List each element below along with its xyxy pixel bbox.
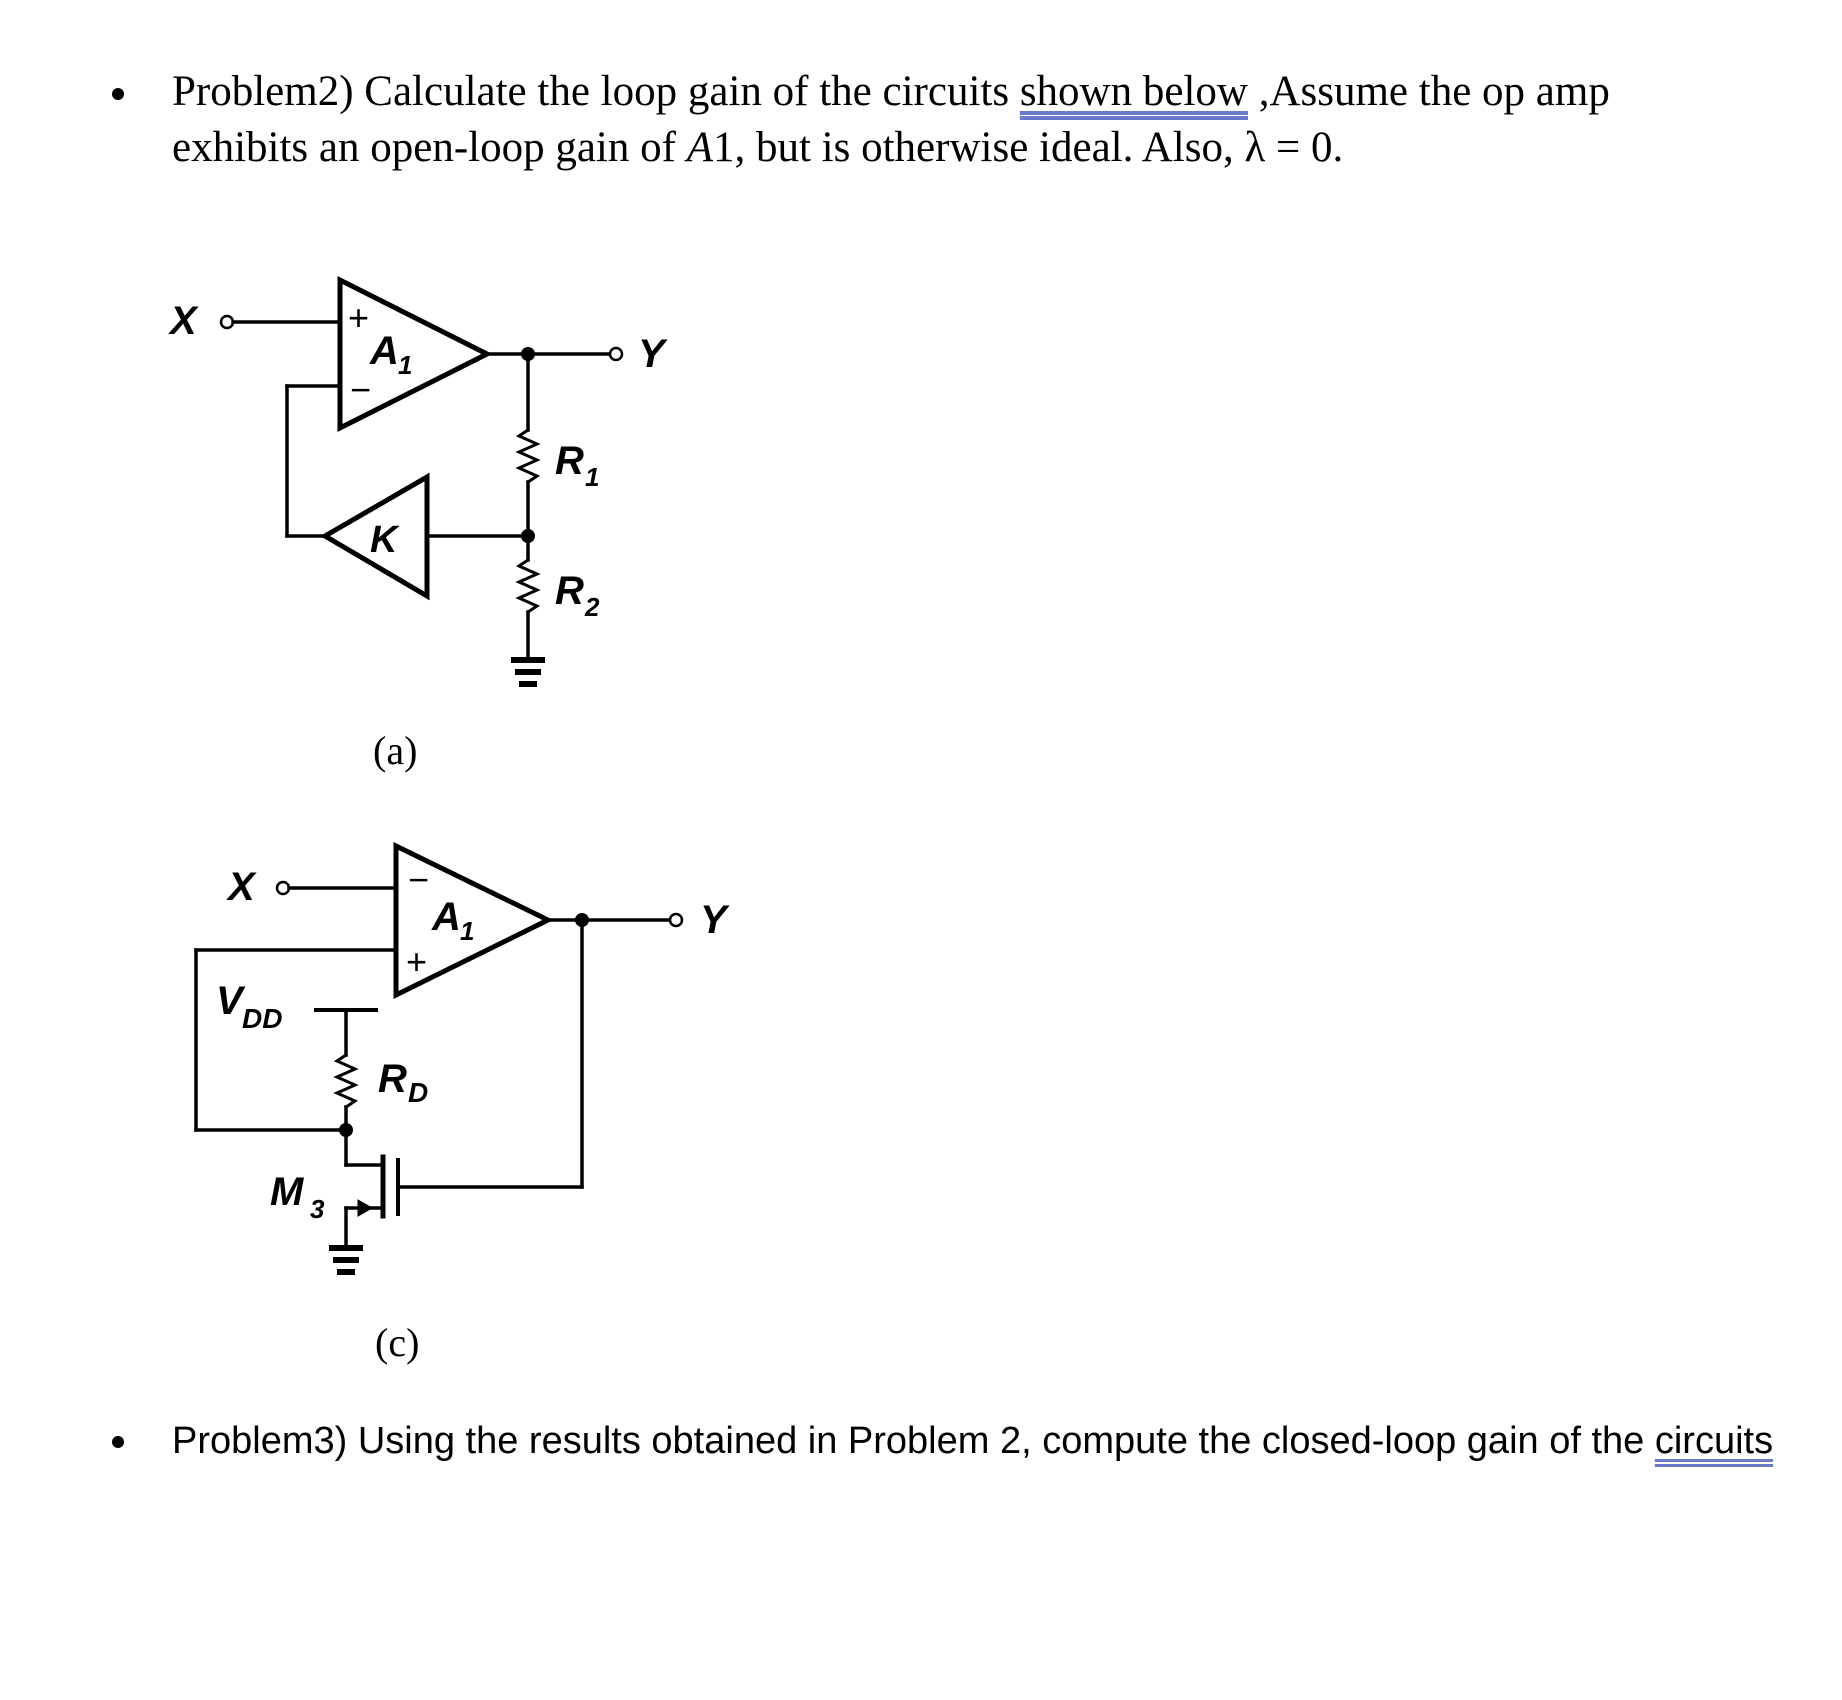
circuit-c-caption: (c) [375, 1320, 420, 1365]
circuit-a-r2-label: R [555, 569, 584, 613]
circuit-a-r1-label: R [555, 439, 584, 483]
circuit-a-amp-sub: 1 [398, 350, 413, 380]
circuit-a-r1-sub: 1 [585, 462, 600, 492]
problem2-prefix: Problem2) Calculate the loop gain of the circuits [172, 68, 1020, 115]
circuit-a-input-label: X [170, 299, 197, 343]
circuit-c-rd-sub: D [408, 1077, 429, 1108]
circuit-a-output-label: Y [638, 332, 665, 376]
bullet-problem3 [112, 1436, 124, 1448]
problem2-line1-rest: ,Assume the op amp [1247, 68, 1610, 115]
circuit-a-caption: (a) [373, 728, 418, 773]
circuit-c-vdd-label: V [216, 979, 243, 1023]
circuit-c-m3-label: M [270, 1170, 304, 1214]
circuit-a-feedback-label: K [370, 519, 398, 561]
circuit-c-transistor-m3 [346, 1130, 398, 1248]
circuit-c-input-terminal [277, 882, 289, 894]
circuit-c-output-label: Y [700, 898, 727, 942]
problem2-line2-b: , but is otherwise ideal. Also, λ = 0. [734, 124, 1344, 171]
circuit-c-output-node [575, 913, 589, 927]
circuit-c-rd-label: R [378, 1057, 407, 1101]
circuit-c-input-label: X [228, 865, 255, 909]
circuit-c-m3-sub: 3 [310, 1194, 325, 1224]
circuit-c-amp-sub: 1 [460, 916, 475, 946]
problem2-link[interactable]: shown below [1019, 68, 1248, 115]
problem2-line2-a: exhibits an open-loop gain of [172, 124, 687, 171]
circuit-c-amp-label: A [432, 895, 461, 939]
problem3-link[interactable]: circuits [1654, 1420, 1774, 1462]
circuit-c-output-terminal [670, 914, 682, 926]
circuit-c-drain-node [339, 1123, 353, 1137]
circuit-a-amp-label: A [370, 329, 399, 373]
problem2-gain-symbol: A [686, 124, 713, 171]
circuit-c-plus: + [406, 941, 428, 982]
problem3-text [172, 1414, 1812, 1468]
problem3-body: Problem3) Using the results obtained in Problem 2, compute the closed-loop gain of the [172, 1420, 1655, 1462]
circuit-a-r2-sub: 2 [585, 592, 600, 622]
circuit-c-vdd-sub: DD [242, 1003, 283, 1034]
circuit-c-minus: − [408, 859, 430, 900]
circuit-c-ground [332, 1248, 360, 1272]
circuit-a-plus: + [348, 297, 370, 338]
circuit-a-minus: − [350, 369, 372, 410]
problem2-gain-sub: 1 [712, 124, 735, 171]
circuit-c-rd [337, 1055, 355, 1107]
